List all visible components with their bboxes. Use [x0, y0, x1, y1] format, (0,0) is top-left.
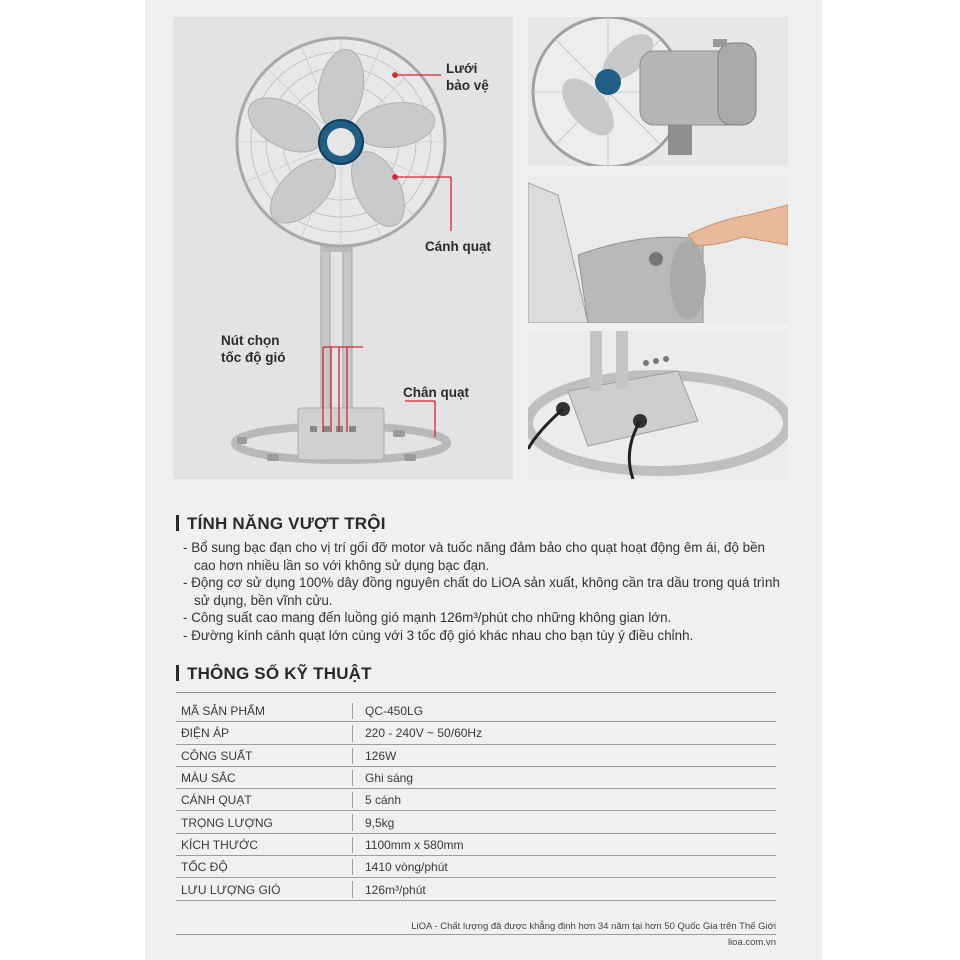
- spec-row: [176, 767, 776, 789]
- spec-value: QC-450LG: [365, 704, 424, 719]
- spec-label: KÍCH THƯỚC: [181, 837, 258, 852]
- callout-speed-buttons: Nút chọn tốc độ gió: [221, 333, 286, 365]
- spec-label: LƯU LƯỢNG GIÓ: [181, 882, 281, 897]
- heading-bar: [176, 665, 179, 681]
- spec-label: CÁNH QUẠT: [181, 793, 252, 808]
- specs-heading: [176, 664, 372, 684]
- spec-value: 5 cánh: [365, 793, 402, 808]
- feature-item: - Đường kính cánh quạt lớn cùng với 3 tốc độ gió khác nhau cho bạn tùy ý điều chỉnh.: [183, 627, 783, 645]
- features-heading-text: TÍNH NĂNG VƯỢT TRỘI: [187, 514, 386, 533]
- spec-row: [176, 745, 776, 767]
- spec-value: 220 - 240V ~ 50/60Hz: [365, 726, 483, 741]
- heading-bar: [176, 515, 179, 531]
- spec-value: 1100mm x 580mm: [365, 837, 464, 852]
- spec-row: [176, 856, 776, 878]
- spec-row: [176, 789, 776, 811]
- spec-value: Ghi sáng: [365, 771, 414, 786]
- knob-closeup-photo: [528, 175, 788, 323]
- motor-closeup-photo: [528, 17, 788, 166]
- spec-value: 1410 vòng/phút: [365, 860, 448, 875]
- features-heading: [176, 514, 386, 534]
- spec-label: MÃ SẢN PHẨM: [181, 704, 266, 719]
- specs-top-rule: [176, 692, 776, 693]
- spec-value: 126m³/phút: [365, 882, 426, 897]
- spec-row: [176, 700, 776, 722]
- feature-item: - Động cơ sử dụng 100% dây đồng nguyên chất do LiOA sản xuất, không cần tra dầu trong quá trình sử dụng, bền vĩnh cửu.: [183, 574, 783, 609]
- spec-row: [176, 878, 776, 900]
- spec-row: [176, 722, 776, 744]
- spec-label: TỐC ĐỘ: [181, 860, 228, 875]
- feature-item: - Bổ sung bạc đạn cho vị trí gối đỡ motor và tuốc năng đảm bảo cho quạt hoạt động êm ái, độ bền cao hơn nhiều lần so với không sử dụng bạc đạn.: [183, 539, 783, 574]
- features-list: [183, 539, 783, 645]
- feature-item: - Công suất cao mang đến luồng gió mạnh 126m³/phút cho những không gian lớn.: [183, 609, 783, 627]
- specs-heading-text: THÔNG SỐ KỸ THUẬT: [187, 664, 372, 683]
- spec-value: 9,5kg: [365, 815, 395, 830]
- callout-grille: Lưới bảo vệ: [446, 61, 489, 93]
- footer-rule: [176, 934, 776, 935]
- footer-tagline: LiOA - Chất lượng đã được khẳng định hơn 34 năm tại hơn 50 Quốc Gia trên Thế Giới: [411, 921, 776, 932]
- spec-label: CÔNG SUẤT: [181, 748, 253, 763]
- spec-label: TRỌNG LƯỢNG: [181, 815, 273, 830]
- base-closeup-photo: [528, 331, 788, 479]
- spec-row: [176, 811, 776, 833]
- specs-table: [176, 700, 776, 901]
- spec-label: MÀU SẮC: [181, 771, 236, 786]
- spec-value: 126W: [365, 748, 397, 763]
- callout-base: Chân quạt: [403, 385, 469, 400]
- footer-website: lioa.com.vn: [727, 937, 776, 948]
- callout-blades: Cánh quạt: [425, 239, 491, 254]
- spec-label: ĐIỆN ÁP: [181, 726, 230, 741]
- spec-row: [176, 834, 776, 856]
